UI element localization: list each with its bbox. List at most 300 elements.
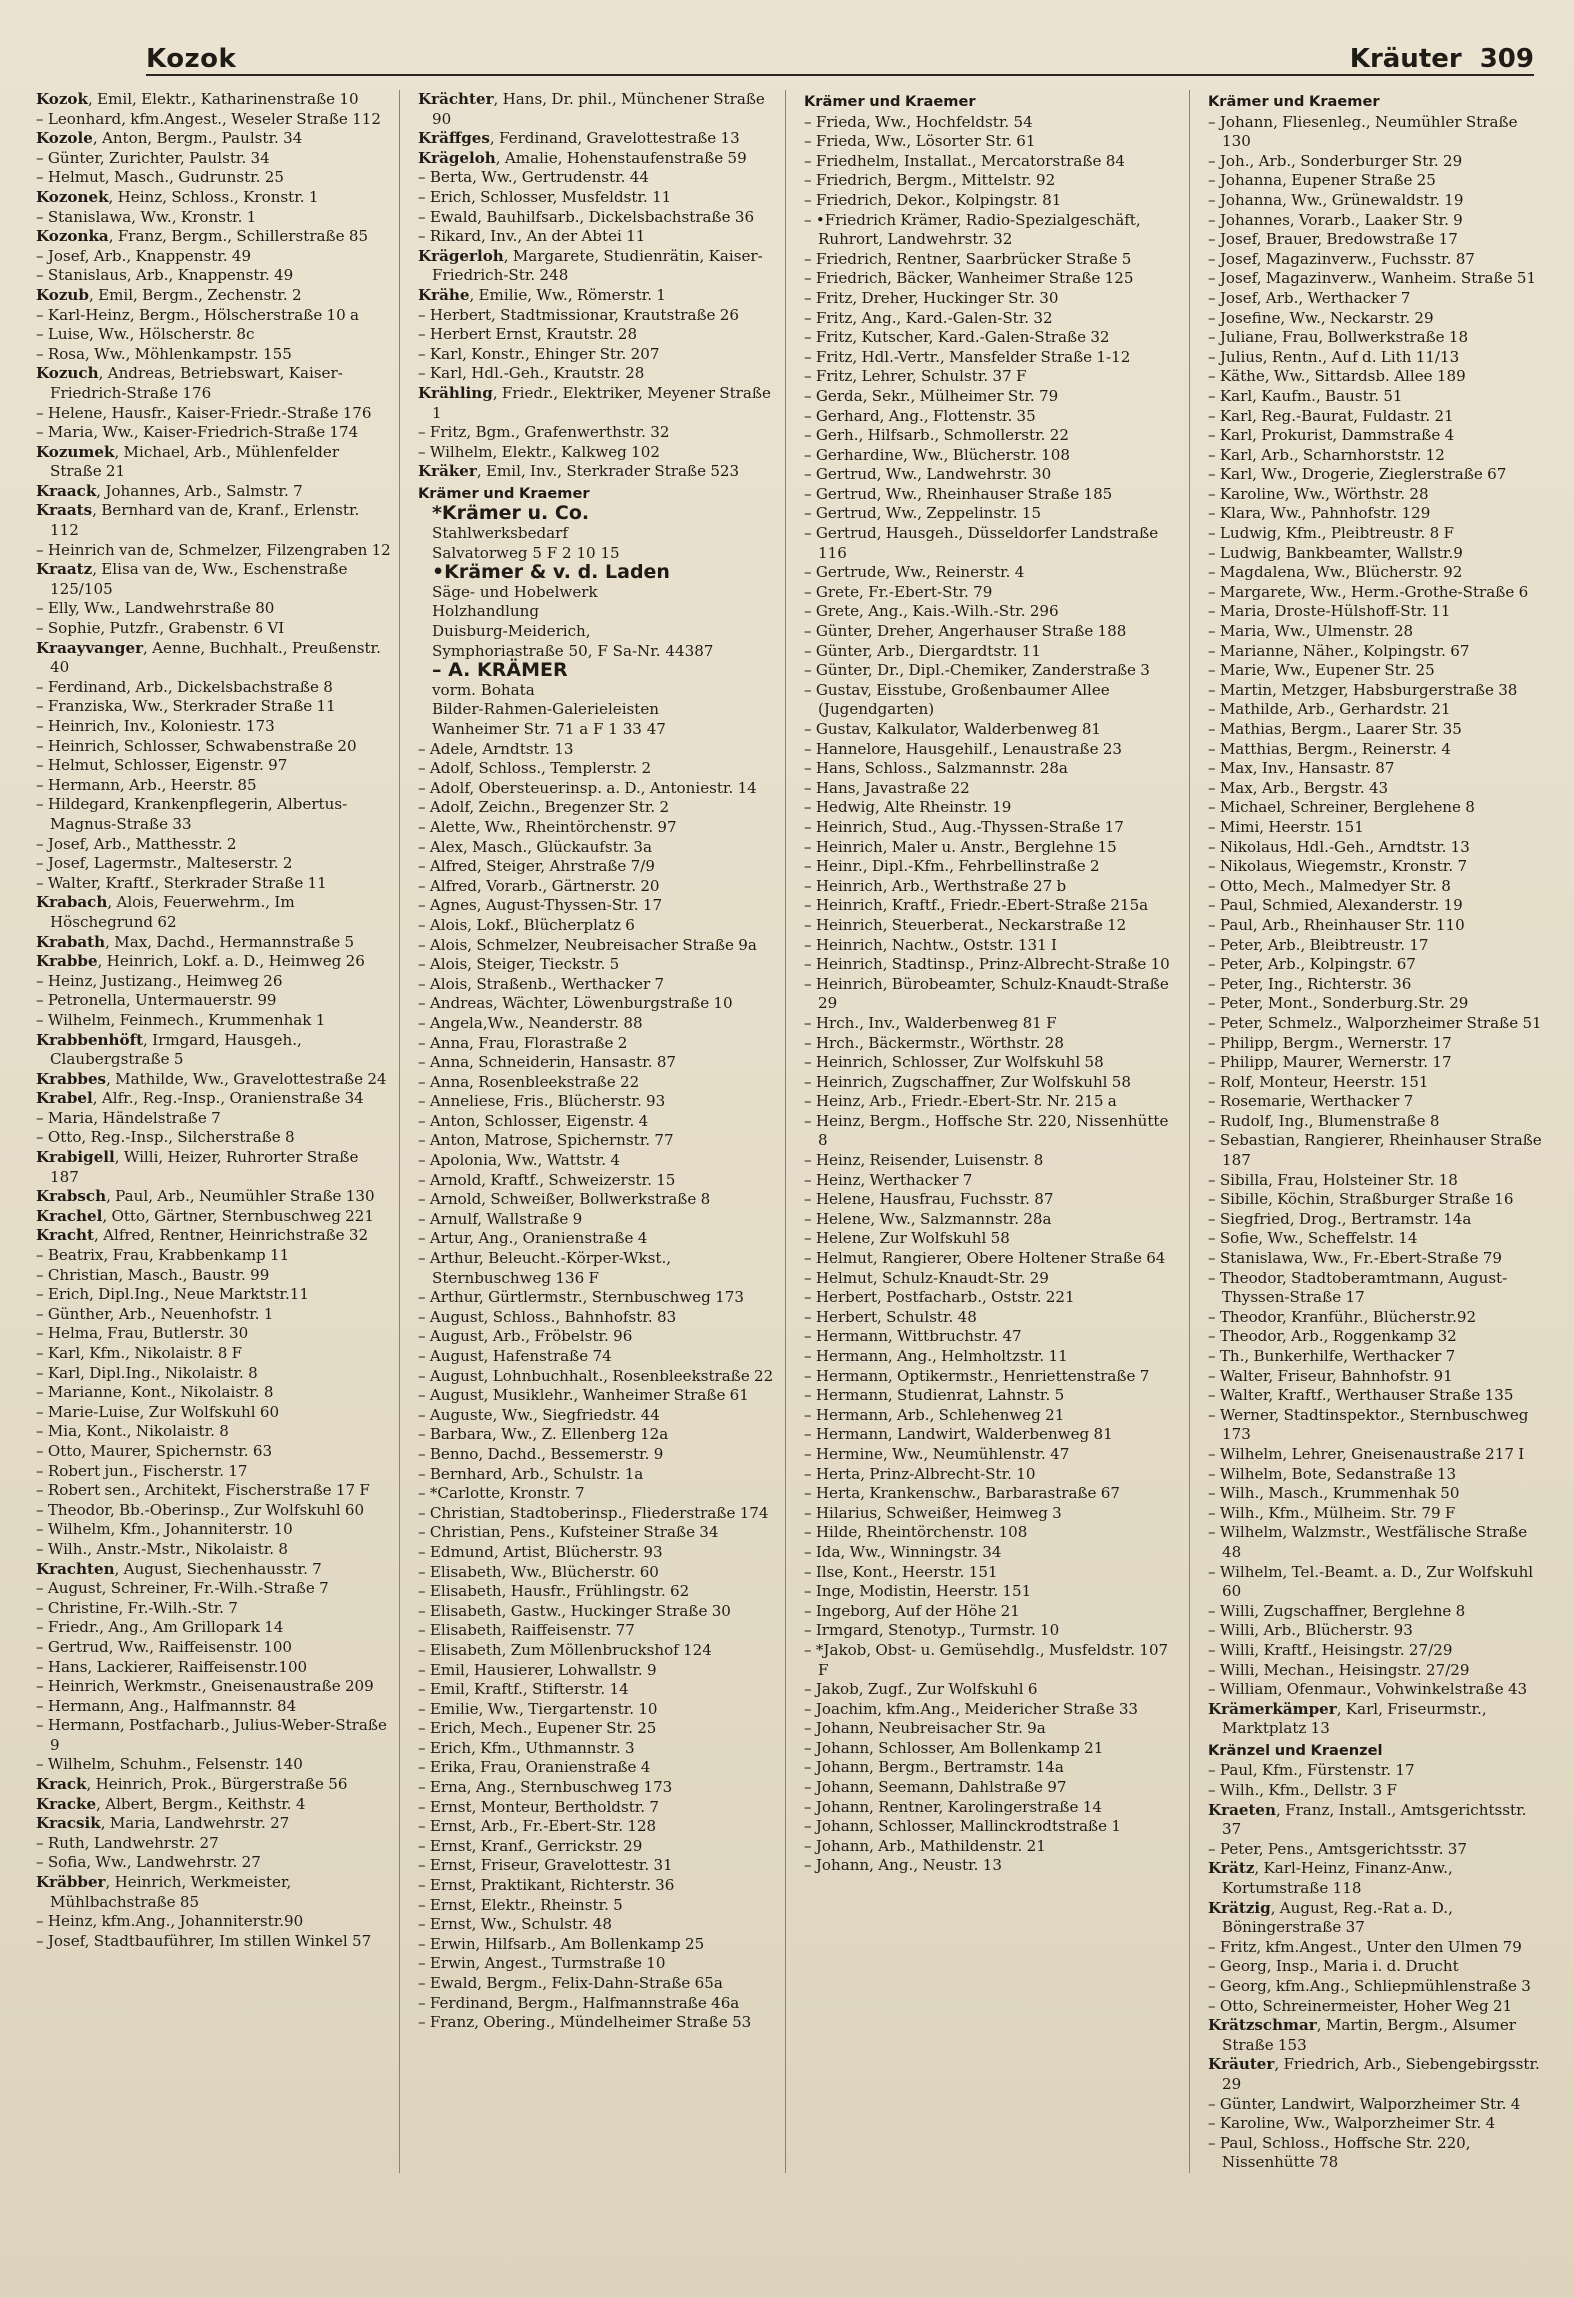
directory-entry: – Frieda, Ww., Lösorter Str. 61 <box>804 132 1036 151</box>
directory-entry: – Julius, Rentn., Auf d. Lith 11/13 <box>1208 347 1460 366</box>
directory-entry: – Johann, Ang., Neustr. 13 <box>804 1856 1002 1875</box>
directory-entry: – Fritz, Hdl.-Vertr., Mansfelder Straße 1-12 <box>804 347 1131 366</box>
directory-entry: – Willi, Kraftf., Heisingstr. 27/29 <box>1208 1640 1453 1659</box>
directory-entry: – Hermann, Arb., Heerstr. 85 <box>36 775 257 794</box>
directory-entry: – Hermann, Ang., Helmholtzstr. 11 <box>804 1347 1068 1365</box>
directory-entry: – Karl, Kfm., Nikolaistr. 8 F <box>36 1344 243 1362</box>
directory-entry: – Mimi, Heerstr. 151 <box>1208 817 1364 836</box>
directory-entry: – Ingeborg, Auf der Höhe 21 <box>804 1601 1020 1620</box>
directory-entry: – Herta, Krankenschw., Barbarastraße 67 <box>804 1484 1120 1503</box>
directory-entry: – Alois, Straßenb., Werthacker 7 <box>418 974 665 993</box>
directory-entry: – Heinrich, Bürobeamter, Schulz-Knaudt-Straße 29 <box>804 974 1169 1013</box>
directory-entry: – Johann, Bergm., Bertramstr. 14a <box>804 1758 1064 1777</box>
directory-entry: – Beatrix, Frau, Krabbenkamp 11 <box>36 1246 290 1265</box>
directory-entry: Krabach, Alois, Feuerwehrm., Im Höschegrund 62 <box>36 893 295 931</box>
entry-surname: Kracke <box>36 1794 97 1813</box>
directory-entry: – Helmut, Schlosser, Eigenstr. 97 <box>36 756 288 775</box>
directory-entry: – Leonhard, kfm.Angest., Weseler Straße 112 <box>36 109 381 128</box>
directory-entry: Krächter, Hans, Dr. phil., Münchener Straße 90 <box>418 90 765 128</box>
directory-entry: – Willi, Mechan., Heisingstr. 27/29 <box>1208 1660 1470 1679</box>
directory-entry: – Anna, Rosenbleekstraße 22 <box>418 1072 640 1091</box>
directory-entry: – Gertrud, Hausgeh., Düsseldorfer Landstraße 116 <box>804 524 1159 562</box>
directory-entry: – Heinrich, Maler u. Anstr., Berglehne 15 <box>804 837 1117 856</box>
directory-entry: – Erwin, Angest., Turmstraße 10 <box>418 1954 666 1973</box>
directory-entry: – Edmund, Artist, Blücherstr. 93 <box>418 1542 663 1561</box>
header-left-keyword: Kozok <box>146 44 237 74</box>
directory-entry: – Fritz, Bgm., Grafenwerthstr. 32 <box>418 423 670 442</box>
directory-entry: – Sofie, Ww., Scheffelstr. 14 <box>1208 1229 1418 1248</box>
directory-entry: Kozub, Emil, Bergm., Zechenstr. 2 <box>36 285 302 304</box>
directory-entry: – Helmut, Schulz-Knaudt-Str. 29 <box>804 1268 1049 1287</box>
directory-entry: – Peter, Pens., Amtsgerichtsstr. 37 <box>1208 1839 1467 1858</box>
directory-entry: – Erika, Frau, Oranienstraße 4 <box>418 1758 651 1777</box>
directory-entry: – Alfred, Steiger, Ahrstraße 7/9 <box>418 857 655 876</box>
entry-surname: Krabbenhöft <box>36 1030 144 1049</box>
directory-entry: – Heinz, Justizang., Heimweg 26 <box>36 971 283 990</box>
entry-surname: Kräffges <box>418 129 490 148</box>
directory-entry: – Rolf, Monteur, Heerstr. 151 <box>1208 1072 1429 1091</box>
header-right <box>1350 44 1534 74</box>
directory-entry: – Adolf, Zeichn., Bregenzer Str. 2 <box>418 798 670 817</box>
directory-entry: – Benno, Dachd., Bessemerstr. 9 <box>418 1444 664 1463</box>
directory-entry: – Alette, Ww., Rheintörchenstr. 97 <box>418 817 677 836</box>
entry-surname: Krabach <box>36 893 108 912</box>
directory-entry: – Emilie, Ww., Tiergartenstr. 10 <box>418 1699 658 1718</box>
entry-surname: Kracht <box>36 1226 94 1245</box>
directory-entry: – Ernst, Elektr., Rheinstr. 5 <box>418 1895 623 1914</box>
entry-surname: Kozub <box>36 285 89 304</box>
directory-entry: – Herta, Prinz-Albrecht-Str. 10 <box>804 1464 1036 1483</box>
directory-entry: – Christian, Pens., Kufsteiner Straße 34 <box>418 1523 719 1542</box>
directory-entry: – Willi, Arb., Blücherstr. 93 <box>1208 1621 1413 1640</box>
directory-entry: – Josef, Stadtbauführer, Im stillen Winkel 57 <box>36 1931 372 1950</box>
directory-entry: – Andreas, Wächter, Löwenburgstraße 10 <box>418 994 733 1013</box>
directory-entry: – Sofia, Ww., Landwehrstr. 27 <box>36 1853 261 1872</box>
directory-entry: – Herbert, Postfacharb., Oststr. 221 <box>804 1288 1075 1307</box>
directory-entry: – Nikolaus, Hdl.-Geh., Arndtstr. 13 <box>1208 837 1470 856</box>
directory-entry: – Angela,Ww., Neanderstr. 88 <box>418 1013 643 1032</box>
directory-entry: – Stanislaus, Arb., Knappenstr. 49 <box>36 266 294 285</box>
directory-entry: – Hilde, Rheintörchenstr. 108 <box>804 1523 1028 1542</box>
directory-entry: – Gertrud, Ww., Landwehrstr. 30 <box>804 465 1052 484</box>
directory-entry: – Herbert, Schulstr. 48 <box>804 1307 977 1326</box>
directory-entry: – Th., Bunkerhilfe, Werthacker 7 <box>1208 1347 1456 1365</box>
directory-entry: – Josef, Arb., Werthacker 7 <box>1208 288 1411 307</box>
directory-entry: Kraack, Johannes, Arb., Salmstr. 7 <box>36 481 303 500</box>
directory-entry: Krähling, Friedr., Elektriker, Meyener Straße 1 <box>418 383 771 422</box>
directory-entry: – Marianne, Näher., Kolpingstr. 67 <box>1208 641 1470 660</box>
directory-entry: – Heinz, Reisender, Luisenstr. 8 <box>804 1151 1044 1170</box>
directory-entry: – Karoline, Ww., Walporzheimer Str. 4 <box>1208 2114 1496 2133</box>
directory-entry: – Heinz, Bergm., Hoffsche Str. 220, Nissenhütte 8 <box>804 1111 1169 1150</box>
directory-entry: – Günter, Landwirt, Walporzheimer Str. 4 <box>1208 2094 1521 2113</box>
directory-entry: – Johann, Seemann, Dahlstraße 97 <box>804 1778 1067 1797</box>
advertisement-entry <box>418 504 777 563</box>
directory-entry: Krabbe, Heinrich, Lokf. a. D., Heimweg 26 <box>36 952 365 971</box>
directory-entry: – Karl, Ww., Drogerie, Zieglerstraße 67 <box>1208 465 1507 484</box>
directory-entry: – Marianne, Kont., Nikolaistr. 8 <box>36 1383 274 1402</box>
directory-entry: – Elisabeth, Gastw., Huckinger Straße 30 <box>418 1601 731 1620</box>
directory-entry: – Ernst, Arb., Fr.-Ebert-Str. 128 <box>418 1817 657 1836</box>
directory-entry: – Josefine, Ww., Neckarstr. 29 <box>1208 308 1434 327</box>
entry-surname: Krächter <box>418 90 494 108</box>
directory-entry: – Marie-Luise, Zur Wolfskuhl 60 <box>36 1402 280 1421</box>
directory-entry: – Karl-Heinz, Bergm., Hölscherstraße 10 a <box>36 305 360 324</box>
directory-entry: – Heinrich, Schlosser, Zur Wolfskuhl 58 <box>804 1053 1104 1072</box>
directory-entry: – Hedwig, Alte Rheinstr. 19 <box>804 798 1012 817</box>
directory-entry: – Friedrich, Rentner, Saarbrücker Straße 5 <box>804 249 1132 268</box>
directory-entry: – Werner, Stadtinspektor., Sternbuschweg 173 <box>1208 1405 1529 1444</box>
directory-entry: – Maria, Droste-Hülshoff-Str. 11 <box>1208 602 1451 621</box>
directory-entry: – Heinz, kfm.Ang., Johanniterstr.90 <box>36 1912 304 1931</box>
directory-entry: – Theodor, Bb.-Oberinsp., Zur Wolfskuhl 60 <box>36 1500 365 1519</box>
directory-entry: – Frieda, Ww., Hochfeldstr. 54 <box>804 112 1033 131</box>
advertisement-line: Holzhandlung <box>432 602 540 621</box>
directory-entry: – Fritz, Kutscher, Kard.-Galen-Straße 32 <box>804 328 1110 347</box>
entry-surname: Kraeten <box>1208 1800 1277 1819</box>
directory-entry: – Petronella, Untermauerstr. 99 <box>36 991 277 1010</box>
directory-entry: – Johann, Schlosser, Am Bollenkamp 21 <box>804 1738 1104 1757</box>
directory-entry: – Maria, Ww., Ulmenstr. 28 <box>1208 622 1414 641</box>
directory-entry: – Peter, Arb., Kolpingstr. 67 <box>1208 955 1416 974</box>
directory-entry: Krätzschmar, Martin, Bergm., Alsumer Straße 153 <box>1208 2016 1517 2054</box>
directory-entry: – Hermann, Wittbruchstr. 47 <box>804 1327 1022 1346</box>
directory-entry: – Agnes, August-Thyssen-Str. 17 <box>418 896 663 915</box>
directory-entry: – Christine, Fr.-Wilh.-Str. 7 <box>36 1598 238 1617</box>
directory-entry: – Günter, Zurichter, Paulstr. 34 <box>36 148 270 167</box>
directory-entry: – Hilarius, Schweißer, Heimweg 3 <box>804 1503 1062 1522</box>
directory-entry: – Paul, Kfm., Fürstenstr. 17 <box>1208 1761 1415 1780</box>
entry-surname: Kraats <box>36 501 93 520</box>
directory-entry: – Georg, Insp., Maria i. d. Drucht <box>1208 1957 1459 1976</box>
directory-entry: – Philipp, Maurer, Wernerstr. 17 <box>1208 1053 1452 1072</box>
directory-entry: Krätz, Karl-Heinz, Finanz-Anw., Kortumstraße 118 <box>1208 1859 1453 1898</box>
directory-entry: – Gerhard, Ang., Flottenstr. 35 <box>804 406 1036 425</box>
directory-entry: – August, Hafenstraße 74 <box>418 1347 612 1365</box>
directory-entry: Krack, Heinrich, Prok., Bürgerstraße 56 <box>36 1775 348 1794</box>
directory-entry: – Josef, Lagermstr., Malteserstr. 2 <box>36 854 293 873</box>
directory-entry: Krabigell, Willi, Heizer, Ruhrorter Straße 187 <box>36 1148 359 1186</box>
directory-entry: – Gerh., Hilfsarb., Schmollerstr. 22 <box>804 426 1069 445</box>
directory-entry: – Otto, Schreinermeister, Hoher Weg 21 <box>1208 1996 1513 2015</box>
directory-entry: – Josef, Arb., Matthesstr. 2 <box>36 834 237 853</box>
directory-entry: Kozole, Anton, Bergm., Paulstr. 34 <box>36 129 303 148</box>
directory-entry: – Otto, Mech., Malmedyer Str. 8 <box>1208 876 1451 895</box>
directory-entry: – Fritz, Dreher, Huckinger Str. 30 <box>804 288 1059 307</box>
directory-entry: – Wilh., Anstr.-Mstr., Nikolaistr. 8 <box>36 1539 288 1558</box>
directory-entry: – Marie, Ww., Eupener Str. 25 <box>1208 661 1435 680</box>
directory-entry: – Heinrich, Steuerberat., Neckarstraße 12 <box>804 915 1127 934</box>
directory-entry: – Wilhelm, Schuhm., Felsenstr. 140 <box>36 1755 303 1774</box>
directory-entry: – Fritz, Lehrer, Schulstr. 37 F <box>804 367 1027 386</box>
directory-entry: – Erwin, Hilfsarb., Am Bollenkamp 25 <box>418 1934 705 1953</box>
directory-entry: – Mia, Kont., Nikolaistr. 8 <box>36 1422 229 1441</box>
directory-entry: – Gertrude, Ww., Reinerstr. 4 <box>804 563 1025 582</box>
directory-entry: – Karl, Hdl.-Geh., Krautstr. 28 <box>418 364 645 383</box>
directory-entry: – Klara, Ww., Pahnhofstr. 129 <box>1208 504 1431 523</box>
directory-entry: – Gustav, Eisstube, Großenbaumer Allee (Jugendgarten) <box>804 680 1110 719</box>
directory-entry: – Willi, Zugschaffner, Berglehne 8 <box>1208 1601 1466 1620</box>
directory-entry: – Josef, Magazinverw., Fuchsstr. 87 <box>1208 249 1475 268</box>
directory-entry: – Peter, Schmelz., Walporzheimer Straße 51 <box>1208 1013 1542 1032</box>
directory-entry: – Günter, Arb., Diergardtstr. 11 <box>804 641 1042 660</box>
directory-entry: – Rudolf, Ing., Blumenstraße 8 <box>1208 1111 1440 1130</box>
directory-entry: – Siegfried, Drog., Bertramstr. 14a <box>1208 1209 1472 1228</box>
directory-entry: – Heinrich, Stud., Aug.-Thyssen-Straße 17 <box>804 817 1124 836</box>
advertisement-line: •Krämer & v. d. Laden <box>432 561 670 584</box>
directory-entry: – Hans, Schloss., Salzmannstr. 28a <box>804 759 1068 778</box>
directory-entry: – Rosemarie, Werthacker 7 <box>1208 1092 1414 1111</box>
directory-entry: – Georg, kfm.Ang., Schliepmühlenstraße 3 <box>1208 1977 1531 1995</box>
entry-surname: Krabigell <box>36 1148 115 1167</box>
directory-entry: – Hans, Lackierer, Raiffeisenstr.100 <box>36 1657 308 1676</box>
directory-entry: Krabbenhöft, Irmgard, Hausgeh., Claubergstraße 5 <box>36 1030 302 1069</box>
surname-group-heading: Krämer und Kraemer <box>1208 93 1380 110</box>
directory-entry: – Franziska, Ww., Sterkrader Straße 11 <box>36 697 336 716</box>
directory-entry: – Alfred, Vorarb., Gärtnerstr. 20 <box>418 876 660 895</box>
directory-entry: Kräffges, Ferdinand, Gravelottestraße 13 <box>418 129 740 148</box>
entry-surname: Kozonek <box>36 187 109 206</box>
directory-entry: Krätzig, August, Reg.-Rat a. D., Böningerstraße 37 <box>1208 1898 1453 1937</box>
directory-entry: – Erna, Ang., Sternbuschweg 173 <box>418 1778 673 1797</box>
directory-entry: – Wilhelm, Kfm., Johanniterstr. 10 <box>36 1520 293 1539</box>
directory-entry: – Helene, Hausfrau, Fuchsstr. 87 <box>804 1190 1054 1209</box>
directory-entry: – Arthur, Gürtlermstr., Sternbuschweg 173 <box>418 1288 744 1307</box>
directory-entry: – Paul, Schloss., Hoffsche Str. 220, Nissenhütte 78 <box>1208 2133 1471 2172</box>
directory-entry: – Hermann, Studienrat, Lahnstr. 5 <box>804 1386 1065 1405</box>
directory-entry: – Christian, Masch., Baustr. 99 <box>36 1265 270 1284</box>
directory-entry: – Ernst, Kranf., Gerrickstr. 29 <box>418 1836 643 1855</box>
directory-entry: – Fritz, kfm.Angest., Unter den Ulmen 79 <box>1208 1937 1522 1956</box>
directory-entry: – Ernst, Ww., Schulstr. 48 <box>418 1915 612 1934</box>
entry-surname: Krachel <box>36 1206 103 1225</box>
directory-entry: Krägeloh, Amalie, Hohenstaufenstraße 59 <box>418 148 747 167</box>
directory-entry: – Heinrich, Werkmstr., Gneisenaustraße 209 <box>36 1677 374 1696</box>
entry-surname: Krabbe <box>36 952 98 971</box>
directory-entry: – Gustav, Kalkulator, Walderbenweg 81 <box>804 720 1102 738</box>
directory-entry: Kozonek, Heinz, Schloss., Kronstr. 1 <box>36 187 319 206</box>
directory-entry: – Heinz, Werthacker 7 <box>804 1170 973 1189</box>
directory-entry: Kraatz, Elisa van de, Ww., Eschenstraße 125/105 <box>36 560 348 598</box>
directory-entry: – Josef, Brauer, Bredowstraße 17 <box>1208 230 1458 249</box>
directory-entry: – Bernhard, Arb., Schulstr. 1a <box>418 1464 644 1483</box>
directory-entry: – Anna, Frau, Florastraße 2 <box>418 1033 628 1052</box>
directory-entry: – Wilhelm, Walzmstr., Westfälische Straße 48 <box>1208 1523 1528 1561</box>
entry-surname: Krägeloh <box>418 148 496 167</box>
directory-entry: – Helene, Zur Wolfskuhl 58 <box>804 1229 1010 1248</box>
directory-entry: – Heinrich, Arb., Werthstraße 27 b <box>804 876 1067 895</box>
directory-entry: Kräker, Emil, Inv., Sterkrader Straße 523 <box>418 462 740 481</box>
directory-entry: – Günter, Dr., Dipl.-Chemiker, Zanderstraße 3 <box>804 661 1150 680</box>
directory-entry: – Adolf, Obersteuerinsp. a. D., Antoniestr. 14 <box>418 778 757 797</box>
advertisement-entry <box>418 661 777 739</box>
directory-entry: – Elisabeth, Raiffeisenstr. 77 <box>418 1621 635 1640</box>
directory-entry: Krachel, Otto, Gärtner, Sternbuschweg 221 <box>36 1206 374 1225</box>
header-right-keyword: Kräuter <box>1349 44 1462 74</box>
directory-entry: Kräbber, Heinrich, Werkmeister, Mühlbachstraße 85 <box>36 1873 292 1911</box>
directory-entry: – Mathilde, Arb., Gerhardstr. 21 <box>1208 700 1451 719</box>
directory-entry: – Hrch., Inv., Walderbenweg 81 F <box>804 1013 1057 1032</box>
directory-entry: – Karoline, Ww., Wörthstr. 28 <box>1208 484 1429 503</box>
directory-entry: – Otto, Reg.-Insp., Silcherstraße 8 <box>36 1128 295 1147</box>
directory-entry: – Ewald, Bauhilfsarb., Dickelsbachstraße 36 <box>418 207 755 226</box>
directory-entry: Krabel, Alfr., Reg.-Insp., Oranienstraße 34 <box>36 1089 364 1108</box>
directory-entry: – Sibilla, Frau, Holsteiner Str. 18 <box>1208 1170 1458 1189</box>
entry-surname: Kraayvanger <box>36 638 144 657</box>
directory-entry: – Adolf, Schloss., Templerstr. 2 <box>418 759 652 778</box>
directory-entry: Kracke, Albert, Bergm., Keithstr. 4 <box>36 1794 306 1813</box>
directory-entry: Kräuter, Friedrich, Arb., Siebengebirgsstr. 29 <box>1208 2055 1540 2093</box>
directory-entry: Krabbes, Mathilde, Ww., Gravelottestraße 24 <box>36 1069 387 1088</box>
directory-entry: Kraayvanger, Aenne, Buchhalt., Preußenstr. 40 <box>36 638 381 677</box>
entry-surname: Krack <box>36 1775 87 1794</box>
advertisement-line: Wanheimer Str. 71 a F 1 33 47 <box>432 720 666 738</box>
directory-entry: – Heinrich, Zugschaffner, Zur Wolfskuhl 58 <box>804 1072 1131 1091</box>
directory-entry: – Johann, Arb., Mathildenstr. 21 <box>804 1836 1046 1855</box>
directory-entry: – Wilhelm, Tel.-Beamt. a. D., Zur Wolfskuhl 60 <box>1208 1562 1534 1601</box>
directory-entry: – Ilse, Kont., Heerstr. 151 <box>804 1562 998 1581</box>
directory-entry: – Fritz, Ang., Kard.-Galen-Str. 32 <box>804 308 1053 327</box>
directory-entry: – Apolonia, Ww., Wattstr. 4 <box>418 1151 620 1170</box>
directory-entry: – Johanna, Ww., Grünewaldstr. 19 <box>1208 190 1464 209</box>
directory-entry: – Günter, Dreher, Angerhauser Straße 188 <box>804 622 1127 641</box>
entry-surname: Kozuch <box>36 364 99 383</box>
directory-entry: – Heinrich, Nachtw., Oststr. 131 I <box>804 935 1057 954</box>
directory-entry: – Hermann, Ang., Halfmannstr. 84 <box>36 1696 297 1715</box>
directory-entry: Krabath, Max, Dachd., Hermannstraße 5 <box>36 932 355 951</box>
directory-entry: – Alois, Steiger, Tieckstr. 5 <box>418 955 620 974</box>
entry-surname: Kräuter <box>1208 2055 1275 2074</box>
directory-entry: – Michael, Schreiner, Berglehene 8 <box>1208 798 1475 817</box>
directory-entry: – Theodor, Arb., Roggenkamp 32 <box>1208 1327 1457 1346</box>
directory-entry: Krachten, August, Siechenhausstr. 7 <box>36 1559 322 1578</box>
advertisement-line: Symphoriastraße 50, F Sa-Nr. 44387 <box>432 641 714 660</box>
directory-entry: – Grete, Ang., Kais.-Wilh.-Str. 296 <box>804 602 1059 621</box>
directory-entry: – Erich, Kfm., Uthmannstr. 3 <box>418 1738 635 1757</box>
directory-entry: – Hermann, Landwirt, Walderbenweg 81 <box>804 1425 1113 1444</box>
directory-entry: – Hermann, Arb., Schlehenweg 21 <box>804 1405 1065 1424</box>
directory-entry: – Emil, Hausierer, Lohwallstr. 9 <box>418 1660 657 1679</box>
directory-entry: – Johannes, Vorarb., Laaker Str. 9 <box>1208 210 1463 229</box>
directory-entry: – Ernst, Praktikant, Richterstr. 36 <box>418 1876 675 1895</box>
directory-entry: – Hermann, Optikermstr., Henriettenstraße 7 <box>804 1366 1150 1385</box>
directory-entry: – Magdalena, Ww., Blücherstr. 92 <box>1208 563 1463 582</box>
directory-entry: – Wilh., Kfm., Dellstr. 3 F <box>1208 1781 1397 1800</box>
directory-entry: – Helmut, Masch., Gudrunstr. 25 <box>36 168 284 187</box>
directory-entry: – Hildegard, Krankenpflegerin, Albertus-Magnus-Straße 33 <box>36 795 348 833</box>
directory-entry: Kraeten, Franz, Install., Amtsgerichtsstr. 37 <box>1208 1800 1527 1839</box>
directory-entry: – Johanna, Eupener Straße 25 <box>1208 171 1436 190</box>
directory-entry: – Robert jun., Fischerstr. 17 <box>36 1461 248 1480</box>
advertisement-entry <box>418 563 777 661</box>
directory-entry: – Inge, Modistin, Heerstr. 151 <box>804 1582 1032 1601</box>
directory-entry: – August, Lohnbuchhalt., Rosenbleekstraße 22 <box>418 1366 774 1385</box>
entry-surname: Kraatz <box>36 560 93 579</box>
directory-entry: – Hermann, Postfacharb., Julius-Weber-Straße 9 <box>36 1716 387 1754</box>
directory-entry: – Sibille, Köchin, Straßburger Straße 16 <box>1208 1190 1514 1209</box>
advertisement-line: Stahlwerksbedarf <box>432 524 568 543</box>
directory-entry: – Irmgard, Stenotyp., Turmstr. 10 <box>804 1621 1060 1640</box>
directory-entry: – William, Ofenmaur., Vohwinkelstraße 43 <box>1208 1680 1528 1699</box>
directory-entry: – Luise, Ww., Hölscherstr. 8c <box>36 325 255 344</box>
directory-entry: – Adele, Arndtstr. 13 <box>418 739 574 758</box>
directory-entry: – Käthe, Ww., Sittardsb. Allee 189 <box>1208 367 1466 386</box>
directory-entry: Kozumek, Michael, Arb., Mühlenfelder Straße 21 <box>36 442 340 481</box>
directory-entry: – Heinrich, Inv., Koloniestr. 173 <box>36 717 275 735</box>
directory-entry: – Gertrud, Ww., Rheinhauser Straße 185 <box>804 484 1113 503</box>
directory-entry: – Arthur, Beleucht.-Körper-Wkst., Sternbuschweg 136 F <box>418 1249 672 1287</box>
directory-entry: – Ernst, Friseur, Gravelottestr. 31 <box>418 1856 673 1875</box>
directory-entry: – Nikolaus, Wiegemstr., Kronstr. 7 <box>1208 857 1468 876</box>
directory-entry: – Hrch., Bäckermstr., Wörthstr. 28 <box>804 1033 1064 1052</box>
directory-entry: – Johann, Neubreisacher Str. 9a <box>804 1719 1046 1738</box>
advertisement-line: Bilder-Rahmen-Galerieleisten <box>432 700 659 719</box>
directory-entry: – Ferdinand, Bergm., Halfmannstraße 46a <box>418 1993 740 2012</box>
directory-entry: – Artur, Ang., Oranienstraße 4 <box>418 1229 648 1248</box>
directory-entry: – Wilh., Kfm., Mülheim. Str. 79 F <box>1208 1503 1456 1522</box>
directory-entry: Kozonka, Franz, Bergm., Schillerstraße 85 <box>36 227 369 246</box>
entry-surname: Krabel <box>36 1089 93 1108</box>
entry-surname: Kozonka <box>36 227 109 246</box>
directory-entry: – Herbert, Stadtmissionar, Krautstraße 26 <box>418 305 739 324</box>
directory-entry: – Sebastian, Rangierer, Rheinhauser Straße 187 <box>1208 1131 1542 1170</box>
directory-entry: – Max, Inv., Hansastr. 87 <box>1208 759 1395 778</box>
column-2 <box>418 90 786 2173</box>
directory-entry: Krämerkämper, Karl, Friseurmstr., Marktplatz 13 <box>1208 1699 1487 1738</box>
directory-entry: – Alois, Lokf., Blücherplatz 6 <box>418 915 635 934</box>
directory-entry: – Christian, Stadtoberinsp., Fliederstraße 174 <box>418 1503 769 1522</box>
directory-entry: – Joh., Arb., Sonderburger Str. 29 <box>1208 151 1463 170</box>
entry-surname: Krabsch <box>36 1187 107 1206</box>
entry-surname: Krähe <box>418 285 470 304</box>
directory-entry: – Friedrich, Bergm., Mittelstr. 92 <box>804 171 1056 190</box>
directory-entry: – Heinrich van de, Schmelzer, Filzengraben 12 <box>36 540 391 559</box>
directory-entry: – Anneliese, Fris., Blücherstr. 93 <box>418 1092 666 1111</box>
directory-entry: – Johann, Schlosser, Mallinckrodtstraße 1 <box>804 1817 1121 1836</box>
advertisement-line: vorm. Bohata <box>432 680 535 699</box>
directory-entry: – Maria, Händelstraße 7 <box>36 1108 221 1127</box>
directory-entry: – Ewald, Bergm., Felix-Dahn-Straße 65a <box>418 1974 723 1992</box>
directory-entry: – Jakob, Zugf., Zur Wolfskuhl 6 <box>804 1680 1038 1699</box>
directory-entry: – Helmut, Rangierer, Obere Holtener Straße 64 <box>804 1249 1166 1268</box>
directory-columns <box>36 90 1544 2173</box>
directory-entry: Kozuch, Andreas, Betriebswart, Kaiser-Friedrich-Straße 176 <box>36 364 343 402</box>
directory-entry: – Maria, Ww., Kaiser-Friedrich-Straße 174 <box>36 423 359 442</box>
directory-entry: – Günther, Arb., Neuenhofstr. 1 <box>36 1304 274 1323</box>
surname-group-heading: Krämer und Kraemer <box>804 93 976 110</box>
directory-entry: – August, Schreiner, Fr.-Wilh.-Straße 7 <box>36 1579 329 1598</box>
directory-entry: – Heinz, Arb., Friedr.-Ebert-Str. Nr. 215 a <box>804 1092 1117 1111</box>
directory-entry: – Helene, Ww., Salzmannstr. 28a <box>804 1209 1052 1228</box>
directory-entry: – Herbert Ernst, Krautstr. 28 <box>418 325 638 344</box>
entry-surname: Krägerloh <box>418 246 504 265</box>
page-number: 309 <box>1479 44 1534 74</box>
directory-entry: – Matthias, Bergm., Reinerstr. 4 <box>1208 739 1451 758</box>
directory-entry: – Heinr., Dipl.-Kfm., Fehrbellinstraße 2 <box>804 857 1100 876</box>
directory-entry: Kozok, Emil, Elektr., Katharinenstraße 10 <box>36 90 359 108</box>
directory-entry: – Theodor, Kranführ., Blücherstr.92 <box>1208 1307 1477 1326</box>
entry-surname: Kräbber <box>36 1873 106 1892</box>
directory-entry: – Ferdinand, Arb., Dickelsbachstraße 8 <box>36 677 333 696</box>
directory-entry: Krähe, Emilie, Ww., Römerstr. 1 <box>418 285 666 304</box>
directory-entry: – Arnulf, Wallstraße 9 <box>418 1209 583 1228</box>
directory-entry: – Hans, Javastraße 22 <box>804 778 970 797</box>
column-1 <box>36 90 400 2173</box>
directory-entry: – Emil, Kraftf., Stifterstr. 14 <box>418 1680 629 1699</box>
advertisement-line: Säge- und Hobelwerk <box>432 582 598 601</box>
directory-entry: – Joachim, kfm.Ang., Meidericher Straße 33 <box>804 1699 1139 1718</box>
directory-entry: – August, Schloss., Bahnhofstr. 83 <box>418 1307 677 1326</box>
